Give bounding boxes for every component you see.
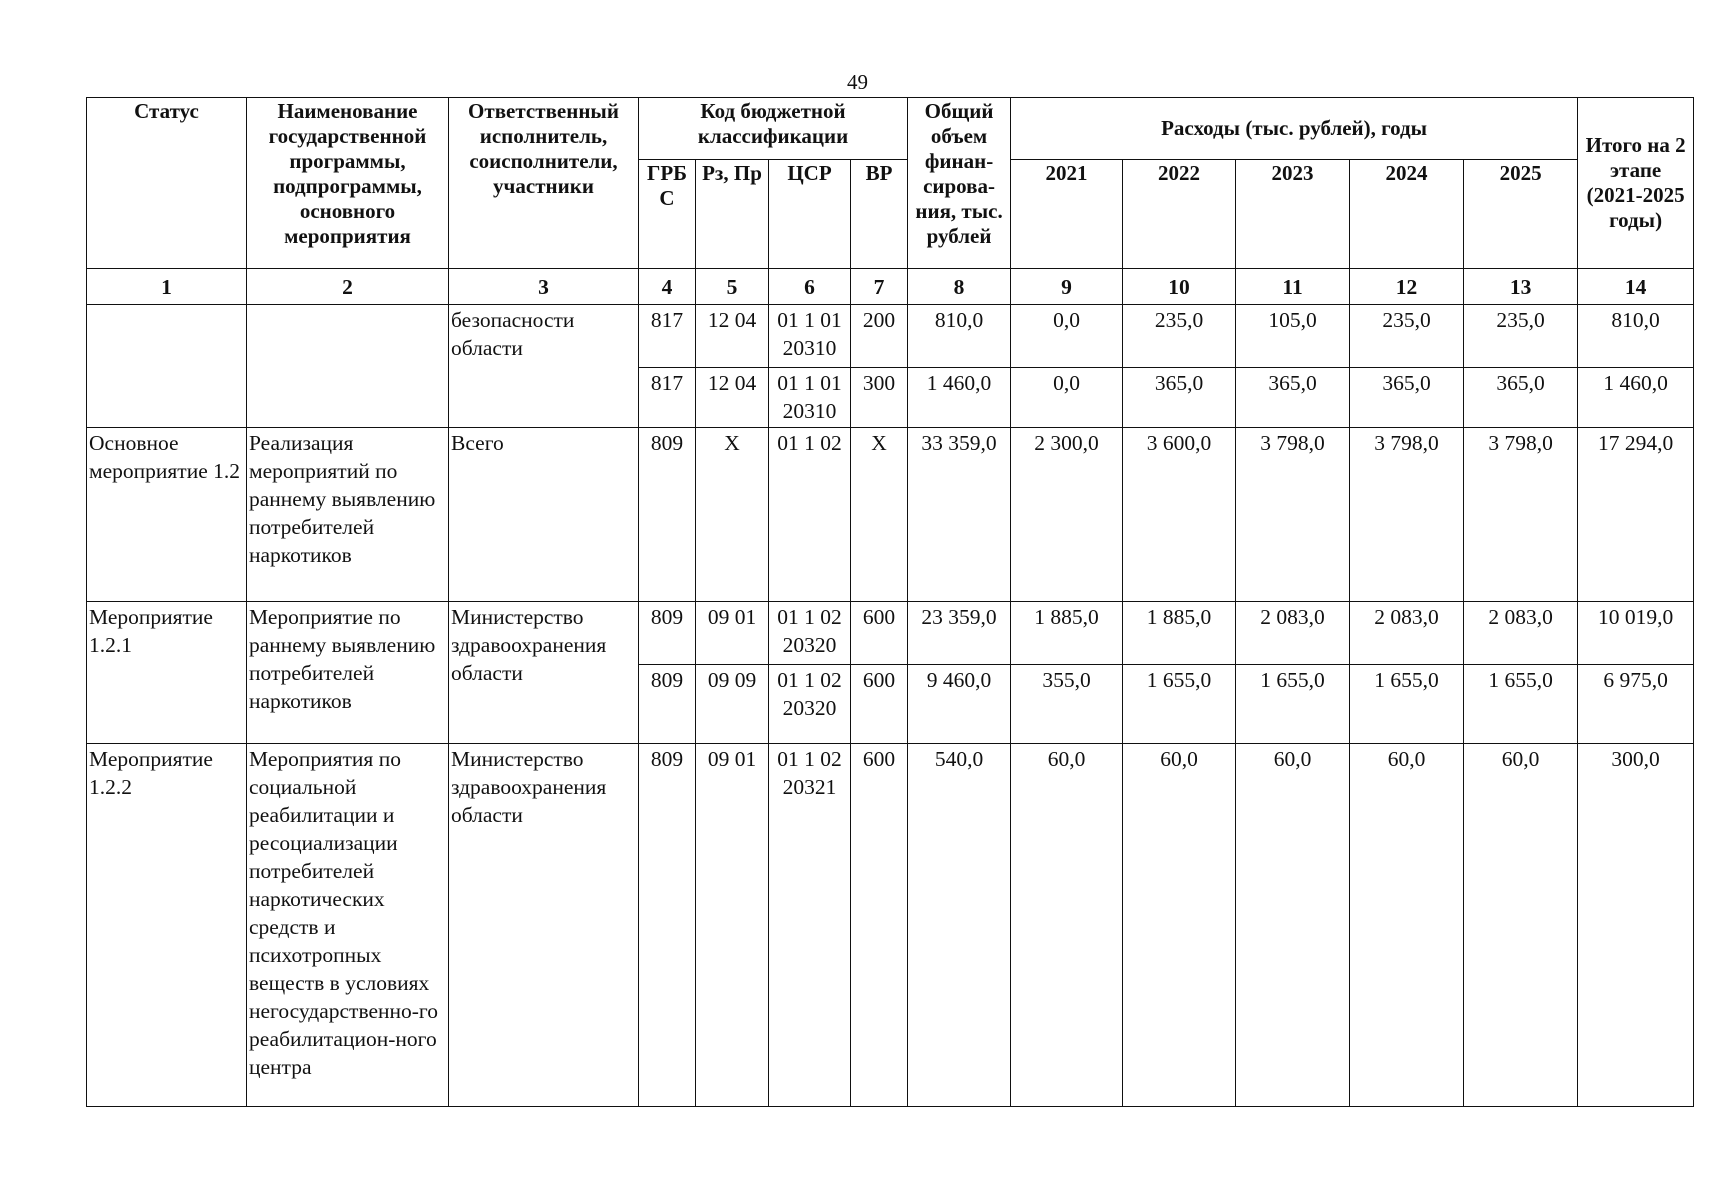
grbs-cell: 809 [639, 744, 696, 1107]
year-2022-cell: 1 655,0 [1123, 665, 1236, 744]
grbs-cell: 809 [639, 602, 696, 665]
responsible-cell: Министерство здравоохранения области [449, 744, 639, 1107]
rz-pr-cell: 12 04 [696, 305, 769, 368]
year-2024-cell: 235,0 [1350, 305, 1464, 368]
table-row [87, 602, 1694, 665]
rz-pr-cell: 09 09 [696, 665, 769, 744]
rz-pr-cell: Х [696, 428, 769, 602]
vr-cell: Х [851, 428, 908, 602]
column-number: 9 [1011, 269, 1123, 305]
column-number-row [87, 269, 1694, 305]
name-cell: Мероприятие по раннему выявлению потребителей наркотиков [247, 602, 449, 744]
table-header [87, 98, 1694, 269]
year-2024-cell: 60,0 [1350, 744, 1464, 1107]
year-2025-cell: 60,0 [1464, 744, 1578, 1107]
total-cell: 540,0 [908, 744, 1011, 1107]
vr-cell: 300 [851, 368, 908, 428]
year-2021-cell: 0,0 [1011, 368, 1123, 428]
header-year-2022: 2022 [1123, 160, 1236, 269]
grbs-cell: 817 [639, 305, 696, 368]
status-cell: Мероприятие 1.2.1 [87, 602, 247, 744]
header-rz-pr: Рз, Пр [696, 160, 769, 269]
responsible-cell: безопасности области [449, 305, 639, 428]
stage-total-cell: 810,0 [1578, 305, 1694, 368]
grbs-cell: 817 [639, 368, 696, 428]
year-2023-cell: 3 798,0 [1236, 428, 1350, 602]
column-number: 10 [1123, 269, 1236, 305]
header-stage-total: Итого на 2 этапе (2021-2025 годы) [1578, 98, 1694, 269]
header-status: Статус [87, 98, 247, 269]
header-year-2024: 2024 [1350, 160, 1464, 269]
year-2025-cell: 1 655,0 [1464, 665, 1578, 744]
header-responsible: Ответственный исполнитель, соисполнители, участники [449, 98, 639, 269]
total-cell: 9 460,0 [908, 665, 1011, 744]
header-year-2021: 2021 [1011, 160, 1123, 269]
rz-pr-cell: 09 01 [696, 602, 769, 665]
vr-cell: 200 [851, 305, 908, 368]
stage-total-cell: 17 294,0 [1578, 428, 1694, 602]
year-2024-cell: 365,0 [1350, 368, 1464, 428]
table-row [87, 744, 1694, 1107]
year-2023-cell: 60,0 [1236, 744, 1350, 1107]
column-number: 5 [696, 269, 769, 305]
column-number: 4 [639, 269, 696, 305]
year-2025-cell: 2 083,0 [1464, 602, 1578, 665]
year-2021-cell: 1 885,0 [1011, 602, 1123, 665]
column-number: 6 [769, 269, 851, 305]
year-2022-cell: 1 885,0 [1123, 602, 1236, 665]
year-2025-cell: 3 798,0 [1464, 428, 1578, 602]
page-number: 49 [847, 70, 868, 94]
year-2021-cell: 0,0 [1011, 305, 1123, 368]
year-2022-cell: 235,0 [1123, 305, 1236, 368]
header-expenses: Расходы (тыс. рублей), годы [1011, 98, 1578, 160]
year-2022-cell: 60,0 [1123, 744, 1236, 1107]
year-2021-cell: 60,0 [1011, 744, 1123, 1107]
year-2025-cell: 365,0 [1464, 368, 1578, 428]
header-year-2025: 2025 [1464, 160, 1578, 269]
year-2025-cell: 235,0 [1464, 305, 1578, 368]
year-2022-cell: 365,0 [1123, 368, 1236, 428]
year-2023-cell: 2 083,0 [1236, 602, 1350, 665]
csr-cell: 01 1 02 [769, 428, 851, 602]
rz-pr-cell: 09 01 [696, 744, 769, 1107]
stage-total-cell: 1 460,0 [1578, 368, 1694, 428]
year-2023-cell: 1 655,0 [1236, 665, 1350, 744]
header-total-volume: Общий объем финан-сирова-ния, тыс. рублей [908, 98, 1011, 269]
name-cell [247, 305, 449, 428]
csr-cell: 01 1 02 20320 [769, 665, 851, 744]
budget-table [86, 97, 1694, 1107]
column-number: 14 [1578, 269, 1694, 305]
header-vr: ВР [851, 160, 908, 269]
total-cell: 33 359,0 [908, 428, 1011, 602]
responsible-cell: Министерство здравоохранения области [449, 602, 639, 744]
year-2024-cell: 3 798,0 [1350, 428, 1464, 602]
csr-cell: 01 1 01 20310 [769, 305, 851, 368]
status-cell: Мероприятие 1.2.2 [87, 744, 247, 1107]
name-cell: Реализация мероприятий по раннему выявлению потребителей наркотиков [247, 428, 449, 602]
total-cell: 810,0 [908, 305, 1011, 368]
csr-cell: 01 1 01 20310 [769, 368, 851, 428]
grbs-cell: 809 [639, 665, 696, 744]
table-row [87, 428, 1694, 602]
year-2021-cell: 2 300,0 [1011, 428, 1123, 602]
year-2024-cell: 2 083,0 [1350, 602, 1464, 665]
table-row [87, 305, 1694, 368]
csr-cell: 01 1 02 20321 [769, 744, 851, 1107]
column-number: 13 [1464, 269, 1578, 305]
total-cell: 23 359,0 [908, 602, 1011, 665]
vr-cell: 600 [851, 665, 908, 744]
header-budget-code: Код бюджетной классификации [639, 98, 908, 160]
vr-cell: 600 [851, 744, 908, 1107]
csr-cell: 01 1 02 20320 [769, 602, 851, 665]
column-number: 1 [87, 269, 247, 305]
column-number: 7 [851, 269, 908, 305]
stage-total-cell: 10 019,0 [1578, 602, 1694, 665]
year-2023-cell: 365,0 [1236, 368, 1350, 428]
year-2022-cell: 3 600,0 [1123, 428, 1236, 602]
grbs-cell: 809 [639, 428, 696, 602]
year-2024-cell: 1 655,0 [1350, 665, 1464, 744]
responsible-cell: Всего [449, 428, 639, 602]
header-year-2023: 2023 [1236, 160, 1350, 269]
name-cell: Мероприятия по социальной реабилитации и ресоциализации потребителей наркотических средств и психотропных веществ в условиях негосударственно-го реабилитацион-ного центра [247, 744, 449, 1107]
total-cell: 1 460,0 [908, 368, 1011, 428]
header-name: Наименование государственной программы, подпрограммы, основного мероприятия [247, 98, 449, 269]
year-2023-cell: 105,0 [1236, 305, 1350, 368]
year-2021-cell: 355,0 [1011, 665, 1123, 744]
stage-total-cell: 6 975,0 [1578, 665, 1694, 744]
stage-total-cell: 300,0 [1578, 744, 1694, 1107]
column-number: 8 [908, 269, 1011, 305]
table-body [87, 269, 1694, 1107]
column-number: 12 [1350, 269, 1464, 305]
status-cell: Основное мероприятие 1.2 [87, 428, 247, 602]
vr-cell: 600 [851, 602, 908, 665]
column-number: 11 [1236, 269, 1350, 305]
column-number: 3 [449, 269, 639, 305]
column-number: 2 [247, 269, 449, 305]
header-grbs: ГРБ С [639, 160, 696, 269]
header-csr: ЦСР [769, 160, 851, 269]
rz-pr-cell: 12 04 [696, 368, 769, 428]
status-cell [87, 305, 247, 428]
